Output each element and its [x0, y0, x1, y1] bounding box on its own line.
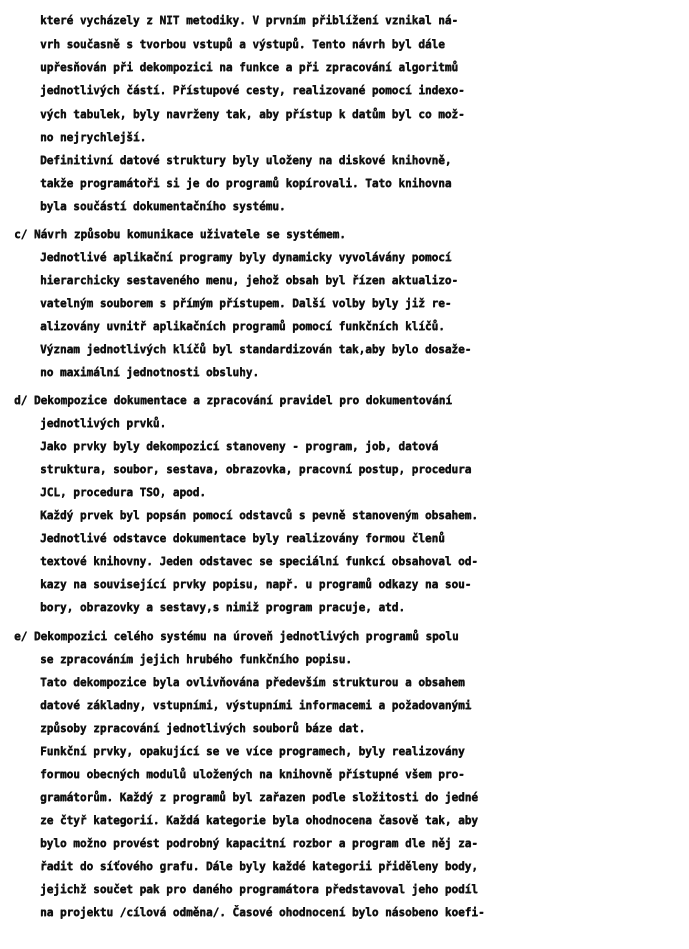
text-line: vatelným souborem s přímým přístupem. Další volby byly již re- [40, 297, 452, 310]
text-line: alizovány uvnitř aplikačních programů pomocí funkčních klíčů. [40, 320, 445, 333]
text-line: bylo možno provést podrobný kapacitní rozbor a program dle něj za- [40, 837, 478, 850]
text-line: Každý prvek byl popsán pomocí odstavců s pevně stanoveným obsahem. [40, 509, 478, 522]
text-line: upřesňován při dekompozici na funkce a při zpracování algoritmů [40, 61, 459, 74]
text-line: způsoby zpracování jednotlivých souborů báze dat. [40, 722, 366, 735]
text-line: Jednotlivé odstavce dokumentace byly realizovány formou členů [40, 532, 445, 545]
text-line: takže programátoři si je do programů kopírovali. Tato knihovna [40, 177, 452, 190]
text-line: na projektu /cílová odměna/. Časové ohodnocení bylo násobeno koefi- [40, 906, 485, 919]
text-line: Jako prvky byly dekompozicí stanoveny - program, job, datová [40, 440, 439, 453]
text-line: struktura, soubor, sestava, obrazovka, pracovní postup, procedura [40, 463, 472, 476]
text-line: jednotlivých částí. Přístupové cesty, realizované pomocí indexo- [40, 84, 465, 97]
text-line: bory, obrazovky a sestavy,s nimiž program pracuje, atd. [40, 601, 405, 614]
section-heading-e: e/ Dekompozici celého systému na úroveň jednotlivých programů spolu [14, 630, 459, 643]
text-line: Funkční prvky, opakující se ve více programech, byly realizovány [40, 745, 465, 758]
text-line: se zpracováním jejich hrubého funkčního popisu. [40, 653, 352, 666]
text-line: byla součástí dokumentačního systému. [40, 200, 286, 213]
text-line: JCL, procedura TSO, apod. [40, 486, 206, 499]
text-line: formou obecných modulů uložených na knihovně přístupné všem pro- [40, 768, 465, 781]
text-line: ze čtyř kategorií. Každá kategorie byla ohodnocena časově tak, aby [40, 814, 478, 827]
text-line: kazy na související prvky popisu, např. u programů odkazy na sou- [40, 578, 472, 591]
text-line: Jednotlivé aplikační programy byly dynamicky vyvolávány pomocí [40, 251, 452, 264]
section-heading-d: d/ Dekompozice dokumentace a zpracování pravidel pro dokumentování [14, 394, 452, 407]
text-line: které vycházely z NIT metodiky. V prvním přiblížení vznikal ná- [40, 14, 459, 27]
text-line: jejichž součet pak pro daného programátora představoval jeho podíl [40, 883, 478, 896]
text-line: hierarchicky sestaveného menu, jehož obsah byl řízen aktualizo- [40, 274, 459, 287]
text-line: řadit do síťového grafu. Dále byly každé kategorii přiděleny body, [40, 860, 478, 873]
text-line: Tato dekompozice byla ovlivňována především strukturou a obsahem [40, 676, 465, 689]
text-line: jednotlivých prvků. [40, 417, 167, 430]
text-line: gramátorům. Každý z programů byl zařazen podle složitosti do jedné [40, 791, 478, 804]
text-line: vrh současně s tvorbou vstupů a výstupů. Tento návrh byl dále [40, 38, 445, 51]
text-line: no nejrychlejší. [40, 131, 147, 144]
text-line: vých tabulek, byly navrženy tak, aby přístup k datům byl co mož- [40, 108, 465, 121]
text-line: datové základny, vstupními, výstupními informacemi a požadovanými [40, 699, 472, 712]
text-line: no maximální jednotnosti obsluhy. [40, 366, 259, 379]
text-line: Význam jednotlivých klíčů byl standardizován tak,aby bylo dosaže- [40, 343, 472, 356]
section-heading-c: c/ Návrh způsobu komunikace uživatele se systémem. [14, 228, 346, 241]
text-line: textové knihovny. Jeden odstavec se speciální funkcí obsahoval od- [40, 555, 478, 568]
text-line: Definitivní datové struktury byly uloženy na diskové knihovně, [40, 154, 452, 167]
